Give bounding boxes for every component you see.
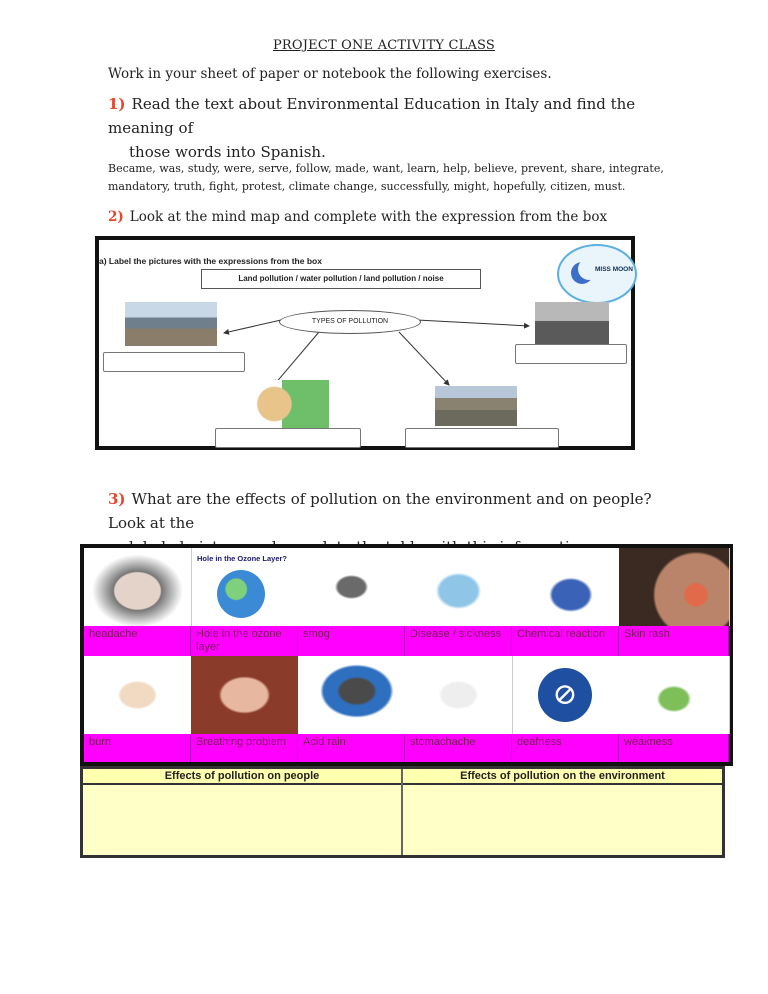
label-stomachache: stomachache [405, 734, 512, 762]
question-number: 2) [108, 209, 124, 225]
answer-box[interactable] [215, 428, 361, 448]
expression-box: Land pollution / water pollution / land pollution / noise [201, 269, 481, 289]
label-headache: headache [84, 626, 191, 656]
answer-box[interactable] [405, 428, 559, 448]
label-ozone-hole: Hole in the ozone layer [191, 626, 298, 656]
question-text: Look at the mind map and complete with the expression from the box [129, 209, 608, 225]
smog-picture [298, 548, 406, 626]
page-title: PROJECT ONE ACTIVITY CLASS [272, 38, 496, 53]
label-skin-rash: Skin rash [619, 626, 729, 656]
table-header-environment: Effects of pollution on the environment [403, 769, 722, 785]
noise-pollution-picture [251, 380, 329, 428]
earth-icon [217, 570, 265, 618]
weakness-picture [619, 656, 730, 734]
table-header-people: Effects of pollution on people [83, 769, 401, 785]
logo-text: MISS MOON [595, 266, 633, 273]
label-chemical-reaction: Chemical reaction [512, 626, 619, 656]
intro-text: Work in your sheet of paper or notebook the following exercises. [108, 66, 552, 82]
disease-picture [405, 548, 513, 626]
skin-rash-picture [619, 548, 730, 626]
word-list-line: Became, was, study, were, serve, follow, made, want, learn, help, believe, prevent, share, integrate, [108, 162, 664, 175]
burn-picture [84, 656, 192, 734]
breathing-problem-picture [191, 656, 299, 734]
effects-picture-grid [80, 544, 733, 766]
question-2 [108, 205, 668, 229]
question-text: Read the text about Environmental Education in Italy and find the meaning of [108, 95, 636, 137]
water-pollution-picture [125, 302, 217, 346]
people-answer-cell[interactable] [83, 785, 401, 855]
effects-table [80, 766, 725, 858]
logo [557, 244, 637, 304]
label-weakness: weakness [619, 734, 729, 762]
label-disease: Disease / sickness [405, 626, 512, 656]
answer-box[interactable] [515, 344, 627, 364]
deafness-icon: ⊘ [538, 668, 592, 722]
label-smog: smog [298, 626, 405, 656]
label-burn: burn [84, 734, 191, 762]
headache-picture [84, 548, 192, 626]
question-1 [108, 92, 668, 164]
word-list [108, 160, 668, 196]
question-number: 1) [108, 95, 126, 113]
label-breathing-problem: Breathing problem [191, 734, 298, 762]
label-deafness: deafness [512, 734, 619, 762]
ozone-caption: Hole in the Ozone Layer? [197, 554, 288, 563]
center-node: TYPES OF POLLUTION [279, 310, 421, 334]
question-text: What are the effects of pollution on the environment and on people? Look at the [108, 490, 652, 532]
question-text-cont: those words into Spanish. [129, 143, 326, 161]
deafness-picture [512, 656, 620, 734]
mind-map [95, 236, 635, 450]
mind-map-instruction: a) Label the pictures with the expressions from the box [99, 256, 322, 266]
stomachache-picture [405, 656, 513, 734]
label-acid-rain: Acid rain [298, 734, 405, 762]
answer-box[interactable] [103, 352, 245, 372]
acid-rain-picture [298, 656, 406, 734]
chemical-reaction-picture [512, 548, 620, 626]
air-pollution-picture [535, 302, 609, 344]
land-pollution-picture [435, 386, 517, 426]
ozone-hole-picture [191, 548, 299, 626]
question-number: 3) [108, 490, 126, 508]
word-list-line: mandatory, truth, fight, protest, climate change, successfully, might, hopefully, citizen, must. [108, 180, 626, 193]
environment-answer-cell[interactable] [403, 785, 722, 855]
